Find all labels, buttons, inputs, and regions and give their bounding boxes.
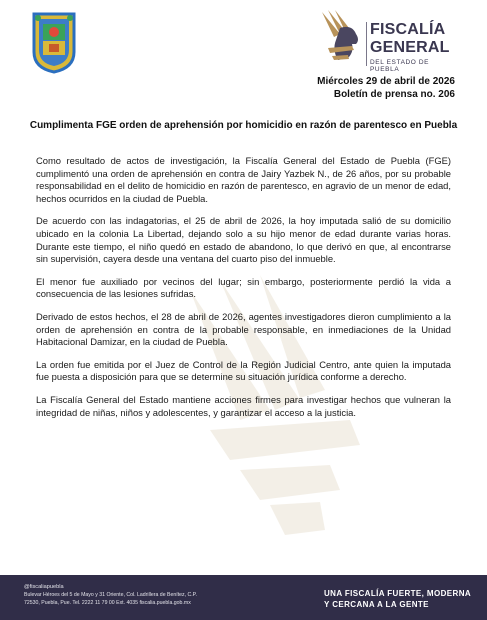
address (24, 592, 197, 607)
logo-divider (366, 22, 367, 66)
tagline-line1: UNA FISCALÍA FUERTE, MODERNA (324, 589, 472, 598)
social-handle: @fiscaliapuebla (24, 584, 64, 590)
fge-emblem-icon (318, 10, 364, 66)
fge-logo (318, 10, 458, 73)
tagline-line2: Y CERCANA A LA GENTE (324, 600, 429, 609)
address-line1: Bulevar Héroes del 5 de Mayo y 31 Oriente, Col. Ladrillera de Benítez, C.P. (24, 592, 197, 598)
paragraph: Como resultado de actos de investigación, la Fiscalía General del Estado de Puebla (FGE) cumplimentó una orden de aprehensión en contra de Jairy Yazbek N., de 26 años, por su probable responsabilidad en el delito de homicidio en razón de parentesco, en agravio de un menor de edad, hechos ocurridos en la ciudad de Puebla. (36, 155, 451, 204)
bulletin-number: Boletín de prensa no. 206 (333, 89, 455, 100)
footer (0, 575, 487, 620)
agency-name-line2: GENERAL (370, 39, 450, 56)
paragraph: La orden fue emitida por el Juez de Control de la Región Judicial Centro, ante quien la imputada fue puesta a disposición para que se determine su situación jurídica conforme a derecho. (36, 358, 451, 383)
agency-name-line3: DEL ESTADO DE PUEBLA (370, 59, 430, 73)
tagline (324, 588, 471, 610)
paragraph: Derivado de estos hechos, el 28 de abril de 2026, agentes investigadores dieron cumplimiento a la orden de aprehensión en contra de la probable responsable, en inmediaciones de la Unidad Habitacional Damizar, en la ciudad de Puebla. (36, 310, 451, 348)
agency-name-line1: FISCALÍA (370, 21, 446, 38)
paragraph: La Fiscalía General del Estado mantiene acciones firmes para investigar hechos que vulneran la integridad de niñas, niños y adolescentes, y garantizar el acceso a la justicia. (36, 393, 451, 418)
dateline (317, 75, 455, 101)
headline: Cumplimenta FGE orden de aprehensión por homicidio en razón de parentesco en Puebla (29, 120, 458, 131)
state-crest-icon (30, 12, 78, 74)
paragraph: De acuerdo con las indagatorias, el 25 de abril de 2026, la hoy imputada salió de su domicilio ubicado en la colonia La Libertad, dejando solo a su hijo menor de edad durante varias horas. Durante este tiempo, el niño quedó en estado de abandono, lo que derivó en que, al encontrarse sin supervisión, cayera desde una ventana del cuarto piso del inmueble. (36, 215, 451, 265)
body-text (36, 155, 451, 429)
paragraph: El menor fue auxiliado por vecinos del lugar; sin embargo, posteriormente perdió la vida a consecuencia de las lesiones sufridas. (36, 275, 451, 300)
release-date: Miércoles 29 de abril de 2026 (317, 76, 455, 87)
address-line2: 72530, Puebla, Pue. Tel. 2222 11 79 00 Ext. 4035 fiscalia.puebla.gob.mx (24, 599, 191, 606)
